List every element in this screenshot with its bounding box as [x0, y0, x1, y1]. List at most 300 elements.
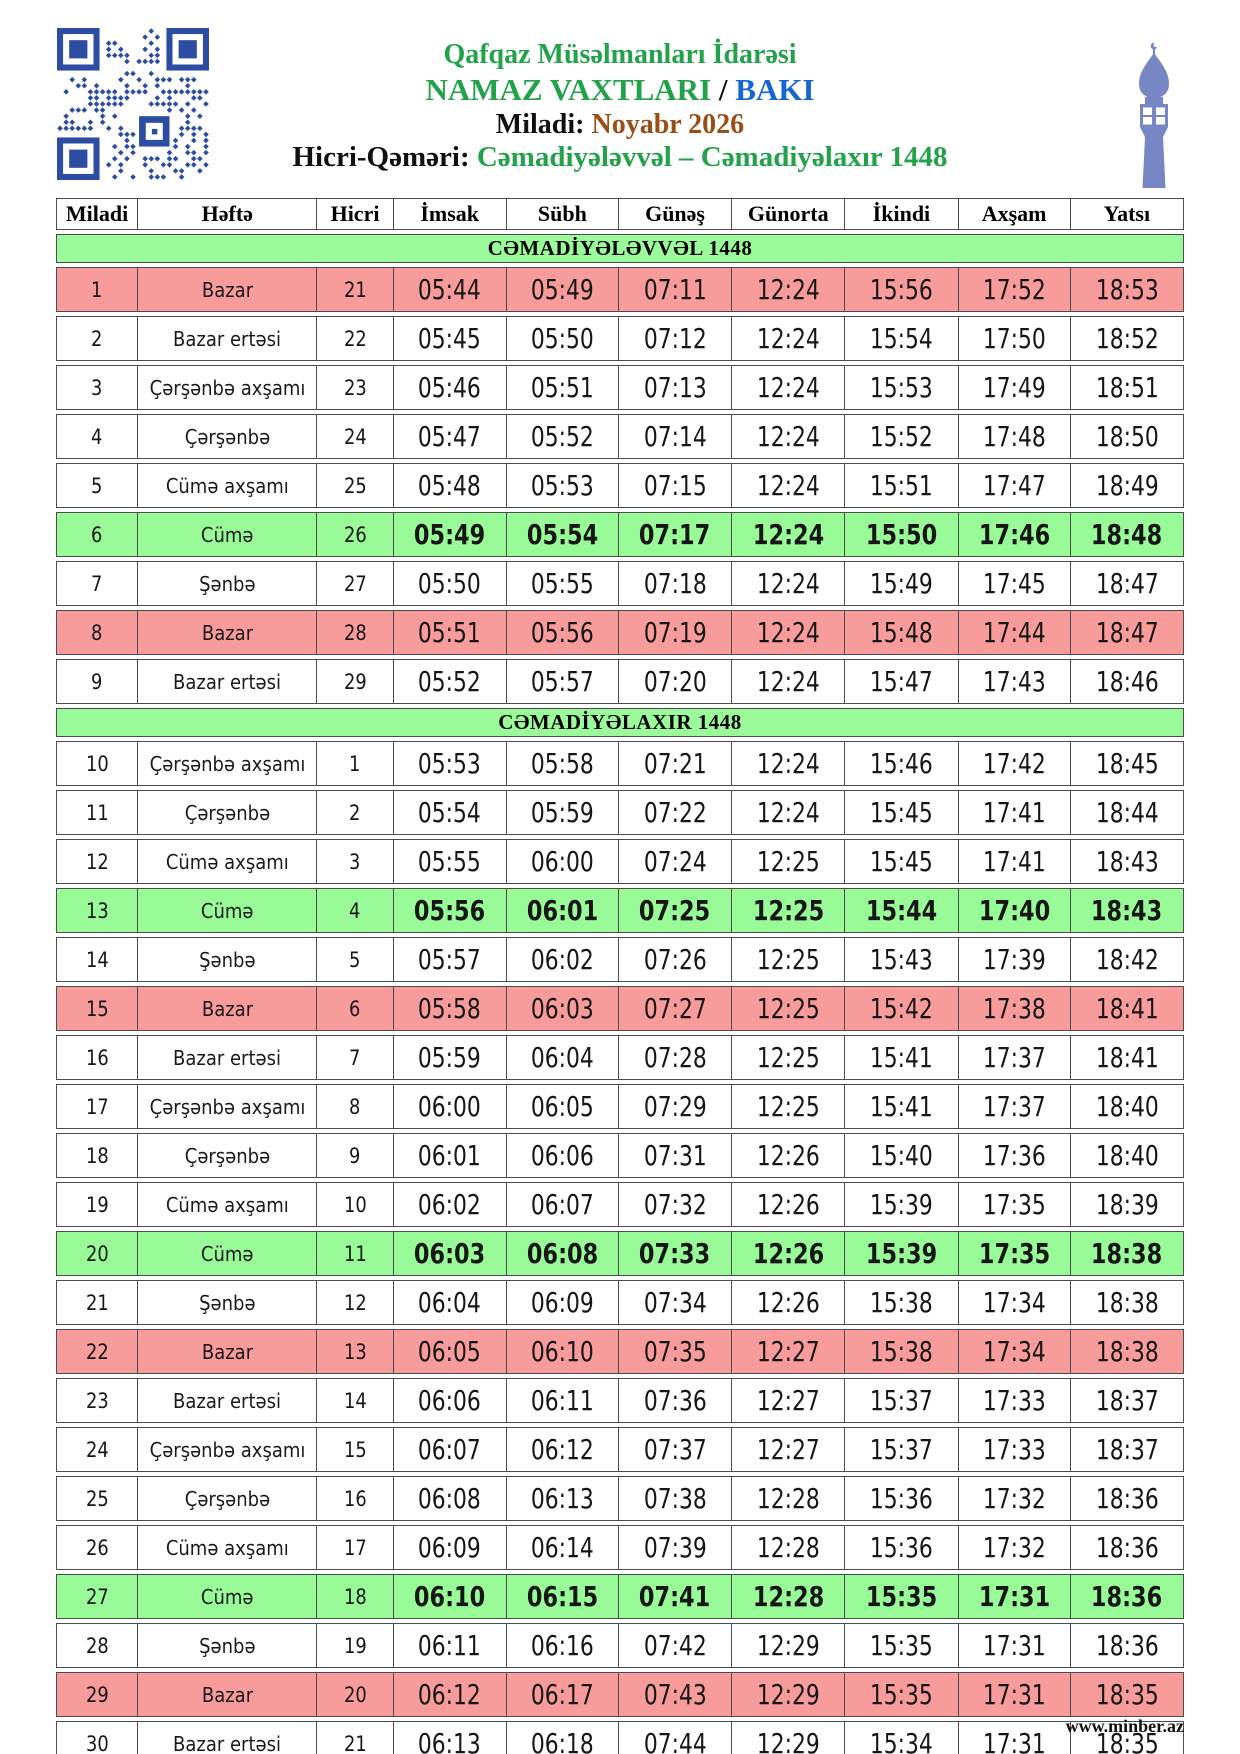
imsak-cell — [394, 1672, 507, 1717]
imsak-cell — [394, 316, 507, 361]
subh-value: 06:17 — [530, 1678, 594, 1711]
ikindi-value: 15:41 — [869, 1041, 933, 1074]
axsam-cell — [959, 1427, 1071, 1472]
miladi-cell — [56, 414, 138, 459]
gunes-value: 07:20 — [643, 665, 707, 698]
hicri-value: Cəmadiyələvvəl – Cəmadiyəlaxır 1448 — [476, 141, 948, 173]
yatsi-value: 18:48 — [1091, 518, 1163, 551]
hefte-cell — [138, 1084, 317, 1129]
miladi-value: 7 — [91, 571, 103, 596]
miladi-value: 14 — [85, 947, 109, 972]
miladi-cell — [56, 512, 138, 557]
hefte-cell — [138, 888, 317, 933]
ikindi-value: 15:56 — [869, 273, 933, 306]
yatsi-cell — [1071, 741, 1184, 786]
gunes-value: 07:12 — [643, 322, 707, 355]
subh-value: 06:14 — [530, 1531, 594, 1564]
gunes-cell — [619, 937, 732, 982]
imsak-value: 05:50 — [418, 567, 482, 600]
column-header-hefte: Həftə — [138, 198, 317, 230]
ikindi-value: 15:42 — [869, 992, 933, 1025]
ikindi-cell — [845, 1182, 958, 1227]
prayer-table-body — [56, 234, 1184, 1754]
yatsi-cell — [1071, 986, 1184, 1031]
imsak-cell — [394, 1280, 507, 1325]
axsam-cell — [959, 1525, 1071, 1570]
hefte-value: Cümə — [201, 898, 254, 923]
subh-cell — [507, 1525, 619, 1570]
axsam-cell — [959, 1329, 1071, 1374]
gunes-cell — [619, 1182, 732, 1227]
miladi-cell — [56, 1035, 138, 1080]
hicri-cell — [317, 839, 393, 884]
miladi-cell — [56, 1280, 138, 1325]
gunorta-cell — [732, 937, 845, 982]
hicri-value: 26 — [343, 522, 367, 547]
subh-value: 05:51 — [530, 371, 594, 404]
axsam-value: 17:48 — [982, 420, 1046, 453]
prayer-row — [56, 1623, 1184, 1668]
subh-cell — [507, 610, 619, 655]
yatsi-cell — [1071, 659, 1184, 704]
prayer-row — [56, 1035, 1184, 1080]
miladi-cell — [56, 937, 138, 982]
subh-cell — [507, 1378, 619, 1423]
gunes-cell — [619, 1035, 732, 1080]
hefte-value: Bazar — [201, 1682, 253, 1707]
axsam-cell — [959, 888, 1071, 933]
org-title: Qafqaz Müsəlmanları İdarəsi — [443, 39, 797, 70]
ikindi-cell — [845, 937, 958, 982]
section-title: CƏMADİYƏLƏVVƏL 1448 — [56, 234, 1184, 263]
axsam-value: 17:36 — [982, 1139, 1046, 1172]
subh-cell — [507, 659, 619, 704]
miladi-label: Miladi: — [495, 109, 592, 140]
miladi-cell — [56, 1525, 138, 1570]
gunorta-value: 12:28 — [752, 1580, 824, 1613]
subh-cell — [507, 1329, 619, 1374]
subh-value: 06:16 — [530, 1629, 594, 1662]
gunes-value: 07:36 — [643, 1384, 707, 1417]
yatsi-value: 18:38 — [1095, 1286, 1159, 1319]
website-text: www.minber.az — [1065, 1716, 1184, 1736]
prayer-row — [56, 790, 1184, 835]
yatsi-value: 18:38 — [1091, 1237, 1163, 1270]
hefte-value: Şənbə — [199, 947, 256, 972]
hefte-cell — [138, 316, 317, 361]
column-header-miladi: Miladi — [56, 198, 138, 230]
yatsi-cell — [1071, 1525, 1184, 1570]
gunorta-value: 12:24 — [756, 567, 820, 600]
gunes-value: 07:13 — [643, 371, 707, 404]
hicri-value: 28 — [343, 620, 367, 645]
hicri-cell — [317, 1329, 393, 1374]
gunorta-cell — [732, 1525, 845, 1570]
subh-value: 06:04 — [530, 1041, 594, 1074]
yatsi-value: 18:40 — [1095, 1139, 1159, 1172]
gunes-cell — [619, 414, 732, 459]
gunes-value: 07:38 — [643, 1482, 707, 1515]
yatsi-cell — [1071, 1231, 1184, 1276]
hicri-cell — [317, 610, 393, 655]
gunorta-cell — [732, 365, 845, 410]
column-header-gunes: Günəş — [619, 198, 732, 230]
yatsi-value: 18:44 — [1095, 796, 1159, 829]
hicri-cell — [317, 1231, 393, 1276]
hefte-cell — [138, 1378, 317, 1423]
subh-value: 05:53 — [530, 469, 594, 502]
column-header-subh: Sübh — [507, 198, 619, 230]
imsak-value: 05:48 — [418, 469, 482, 502]
hefte-cell — [138, 561, 317, 606]
axsam-cell — [959, 1133, 1071, 1178]
hefte-cell — [138, 1133, 317, 1178]
hefte-cell — [138, 1623, 317, 1668]
miladi-value: 13 — [85, 898, 109, 923]
column-header-axsam: Axşam — [959, 198, 1071, 230]
ikindi-value: 15:40 — [869, 1139, 933, 1172]
ikindi-cell — [845, 1427, 958, 1472]
imsak-value: 05:45 — [418, 322, 482, 355]
ikindi-cell — [845, 741, 958, 786]
gunorta-value: 12:27 — [756, 1335, 820, 1368]
hicri-cell — [317, 1525, 393, 1570]
hefte-cell — [138, 463, 317, 508]
yatsi-cell — [1071, 1574, 1184, 1619]
miladi-value: 1 — [91, 277, 103, 302]
prayer-row — [56, 1133, 1184, 1178]
yatsi-value: 18:53 — [1095, 273, 1159, 306]
imsak-cell — [394, 463, 507, 508]
miladi-value: 27 — [85, 1584, 109, 1609]
hefte-value: Cümə — [201, 522, 254, 547]
imsak-value: 05:52 — [418, 665, 482, 698]
axsam-value: 17:50 — [982, 322, 1046, 355]
yatsi-cell — [1071, 1378, 1184, 1423]
gunorta-value: 12:29 — [756, 1629, 820, 1662]
gunorta-value: 12:24 — [756, 420, 820, 453]
gunorta-cell — [732, 1427, 845, 1472]
prayer-row — [56, 365, 1184, 410]
axsam-value: 17:35 — [982, 1188, 1046, 1221]
gunorta-value: 12:26 — [756, 1188, 820, 1221]
prayer-row — [56, 512, 1184, 557]
yatsi-value: 18:51 — [1095, 371, 1159, 404]
gunorta-cell — [732, 1378, 845, 1423]
imsak-value: 06:09 — [418, 1531, 482, 1564]
ikindi-value: 15:52 — [869, 420, 933, 453]
hicri-cell — [317, 888, 393, 933]
subh-value: 05:49 — [530, 273, 594, 306]
hicri-value: 14 — [343, 1388, 367, 1413]
imsak-cell — [394, 1427, 507, 1472]
imsak-cell — [394, 1525, 507, 1570]
axsam-value: 17:44 — [982, 616, 1046, 649]
hicri-cell — [317, 1378, 393, 1423]
hefte-cell — [138, 1672, 317, 1717]
hicri-value: 20 — [343, 1682, 367, 1707]
miladi-cell — [56, 790, 138, 835]
ikindi-cell — [845, 1231, 958, 1276]
gunorta-cell — [732, 561, 845, 606]
gunes-cell — [619, 1672, 732, 1717]
gunes-value: 07:26 — [643, 943, 707, 976]
imsak-value: 05:49 — [414, 518, 486, 551]
ikindi-value: 15:50 — [865, 518, 938, 551]
gunorta-cell — [732, 1280, 845, 1325]
ikindi-value: 15:54 — [869, 322, 933, 355]
prayer-row — [56, 1427, 1184, 1472]
ikindi-value: 15:39 — [869, 1188, 933, 1221]
prayer-row — [56, 267, 1184, 312]
gunes-value: 07:28 — [643, 1041, 707, 1074]
gunorta-value: 12:24 — [756, 371, 820, 404]
hicri-cell — [317, 741, 393, 786]
ikindi-cell — [845, 1672, 958, 1717]
gunorta-cell — [732, 659, 845, 704]
gunes-cell — [619, 839, 732, 884]
hefte-value: Çərşənbə axşamı — [149, 1094, 306, 1119]
hicri-cell — [317, 1574, 393, 1619]
gunorta-cell — [732, 1084, 845, 1129]
gunorta-value: 12:28 — [756, 1531, 820, 1564]
yatsi-value: 18:37 — [1095, 1433, 1159, 1466]
yatsi-cell — [1071, 267, 1184, 312]
subh-value: 06:13 — [530, 1482, 594, 1515]
ikindi-cell — [845, 986, 958, 1031]
subh-value: 05:55 — [530, 567, 594, 600]
gunorta-value: 12:24 — [756, 469, 820, 502]
subh-value: 06:03 — [530, 992, 594, 1025]
axsam-value: 17:39 — [982, 943, 1046, 976]
imsak-value: 06:03 — [414, 1237, 486, 1270]
gunorta-value: 12:29 — [756, 1727, 820, 1754]
hicri-cell — [317, 1476, 393, 1521]
imsak-cell — [394, 267, 507, 312]
yatsi-value: 18:47 — [1095, 616, 1159, 649]
gunes-value: 07:29 — [643, 1090, 707, 1123]
ikindi-value: 15:37 — [869, 1384, 933, 1417]
prayer-row — [56, 888, 1184, 933]
ikindi-value: 15:34 — [869, 1727, 933, 1754]
gunorta-value: 12:29 — [756, 1678, 820, 1711]
gunes-cell — [619, 1476, 732, 1521]
yatsi-value: 18:52 — [1095, 322, 1159, 355]
imsak-cell — [394, 1476, 507, 1521]
hefte-value: Bazar ertəsi — [173, 1388, 282, 1413]
hefte-value: Bazar — [201, 277, 253, 302]
yatsi-value: 18:47 — [1095, 567, 1159, 600]
title-separator: / — [711, 72, 736, 107]
hicri-cell — [317, 512, 393, 557]
imsak-cell — [394, 1378, 507, 1423]
yatsi-cell — [1071, 1672, 1184, 1717]
axsam-value: 17:32 — [982, 1482, 1046, 1515]
gunes-value: 07:24 — [643, 845, 707, 878]
ikindi-cell — [845, 1280, 958, 1325]
gunorta-value: 12:24 — [756, 322, 820, 355]
ikindi-value: 15:48 — [869, 616, 933, 649]
gunes-value: 07:37 — [643, 1433, 707, 1466]
page-title — [0, 72, 1240, 108]
gunes-cell — [619, 888, 732, 933]
miladi-value: 26 — [85, 1535, 109, 1560]
prayer-row — [56, 1231, 1184, 1276]
imsak-value: 05:58 — [418, 992, 482, 1025]
axsam-cell — [959, 1280, 1071, 1325]
axsam-value: 17:33 — [982, 1433, 1046, 1466]
hefte-value: Bazar ertəsi — [173, 669, 282, 694]
ikindi-value: 15:36 — [869, 1482, 933, 1515]
miladi-cell — [56, 1427, 138, 1472]
subh-cell — [507, 1476, 619, 1521]
subh-cell — [507, 365, 619, 410]
axsam-value: 17:40 — [978, 894, 1050, 927]
subh-cell — [507, 414, 619, 459]
imsak-value: 05:47 — [418, 420, 482, 453]
axsam-value: 17:45 — [982, 567, 1046, 600]
imsak-value: 05:53 — [418, 747, 482, 780]
hefte-value: Cümə axşamı — [165, 1535, 289, 1560]
subh-cell — [507, 1574, 619, 1619]
gunes-cell — [619, 1231, 732, 1276]
axsam-cell — [959, 512, 1071, 557]
hicri-value: 19 — [343, 1633, 367, 1658]
imsak-cell — [394, 1329, 507, 1374]
yatsi-cell — [1071, 561, 1184, 606]
ikindi-value: 15:39 — [865, 1237, 938, 1270]
hefte-value: Çərşənbə axşamı — [149, 751, 306, 776]
hefte-value: Bazar ertəsi — [173, 326, 282, 351]
yatsi-cell — [1071, 937, 1184, 982]
subh-value: 06:07 — [530, 1188, 594, 1221]
gunorta-cell — [732, 986, 845, 1031]
miladi-value: 6 — [91, 522, 103, 547]
hicri-value: 21 — [343, 277, 367, 302]
ikindi-cell — [845, 463, 958, 508]
hefte-cell — [138, 659, 317, 704]
subh-cell — [507, 267, 619, 312]
ikindi-value: 15:37 — [869, 1433, 933, 1466]
prayer-row — [56, 1476, 1184, 1521]
axsam-value: 17:46 — [978, 518, 1050, 551]
prayer-times-table — [56, 194, 1184, 1754]
section-title: CƏMADİYƏLAXIR 1448 — [56, 708, 1184, 737]
gunorta-cell — [732, 741, 845, 786]
imsak-value: 05:57 — [418, 943, 482, 976]
ikindi-value: 15:47 — [869, 665, 933, 698]
ikindi-value: 15:44 — [865, 894, 938, 927]
gunes-cell — [619, 1525, 732, 1570]
gunorta-value: 12:24 — [756, 747, 820, 780]
yatsi-cell — [1071, 1623, 1184, 1668]
miladi-value: 30 — [85, 1731, 109, 1754]
yatsi-value: 18:40 — [1095, 1090, 1159, 1123]
hefte-value: Çərşənbə — [184, 424, 271, 449]
yatsi-value: 18:36 — [1091, 1580, 1163, 1613]
gunes-value: 07:33 — [639, 1237, 711, 1270]
yatsi-value: 18:50 — [1095, 420, 1159, 453]
imsak-value: 05:51 — [418, 616, 482, 649]
gunes-value: 07:14 — [643, 420, 707, 453]
axsam-value: 17:34 — [982, 1286, 1046, 1319]
gunes-cell — [619, 1133, 732, 1178]
gunes-cell — [619, 1574, 732, 1619]
hefte-value: Çərşənbə — [184, 1486, 271, 1511]
axsam-value: 17:32 — [982, 1531, 1046, 1564]
gunes-cell — [619, 561, 732, 606]
column-header-ikindi: İkindi — [845, 198, 958, 230]
axsam-value: 17:31 — [982, 1727, 1046, 1754]
miladi-value: 3 — [91, 375, 103, 400]
gunorta-value: 12:24 — [756, 616, 820, 649]
imsak-cell — [394, 659, 507, 704]
prayer-row — [56, 839, 1184, 884]
gunes-value: 07:41 — [639, 1580, 711, 1613]
hefte-cell — [138, 610, 317, 655]
hefte-cell — [138, 1231, 317, 1276]
ikindi-cell — [845, 512, 958, 557]
hicri-cell — [317, 1084, 393, 1129]
yatsi-cell — [1071, 610, 1184, 655]
hicri-value: 1 — [349, 751, 361, 776]
hicri-cell — [317, 1133, 393, 1178]
hicri-value: 10 — [343, 1192, 367, 1217]
hicri-cell — [317, 365, 393, 410]
subh-value: 06:11 — [530, 1384, 594, 1417]
gunes-value: 07:39 — [643, 1531, 707, 1564]
miladi-line — [0, 108, 1240, 141]
imsak-value: 05:55 — [418, 845, 482, 878]
gunes-value: 07:42 — [643, 1629, 707, 1662]
column-header-imsak: İmsak — [394, 198, 507, 230]
prayer-row — [56, 1280, 1184, 1325]
subh-value: 06:10 — [530, 1335, 594, 1368]
gunorta-value: 12:27 — [756, 1433, 820, 1466]
subh-cell — [507, 512, 619, 557]
hicri-value: 22 — [343, 326, 367, 351]
imsak-value: 06:13 — [418, 1727, 482, 1754]
imsak-cell — [394, 986, 507, 1031]
ikindi-value: 15:51 — [869, 469, 933, 502]
gunorta-cell — [732, 888, 845, 933]
prayer-row — [56, 463, 1184, 508]
prayer-row — [56, 1084, 1184, 1129]
hicri-value: 15 — [343, 1437, 367, 1462]
imsak-value: 06:02 — [418, 1188, 482, 1221]
subh-value: 06:12 — [530, 1433, 594, 1466]
ikindi-cell — [845, 1133, 958, 1178]
ikindi-cell — [845, 1084, 958, 1129]
axsam-cell — [959, 1623, 1071, 1668]
miladi-value: 24 — [85, 1437, 109, 1462]
axsam-value: 17:42 — [982, 747, 1046, 780]
miladi-cell — [56, 561, 138, 606]
gunes-value: 07:27 — [643, 992, 707, 1025]
miladi-cell — [56, 1133, 138, 1178]
gunes-cell — [619, 1280, 732, 1325]
miladi-cell — [56, 1623, 138, 1668]
yatsi-value: 18:41 — [1095, 1041, 1159, 1074]
axsam-cell — [959, 561, 1071, 606]
gunorta-value: 12:25 — [756, 1041, 820, 1074]
gunes-cell — [619, 512, 732, 557]
axsam-value: 17:49 — [982, 371, 1046, 404]
hicri-cell — [317, 1035, 393, 1080]
gunorta-value: 12:24 — [756, 796, 820, 829]
subh-value: 06:00 — [530, 845, 594, 878]
miladi-cell — [56, 1378, 138, 1423]
